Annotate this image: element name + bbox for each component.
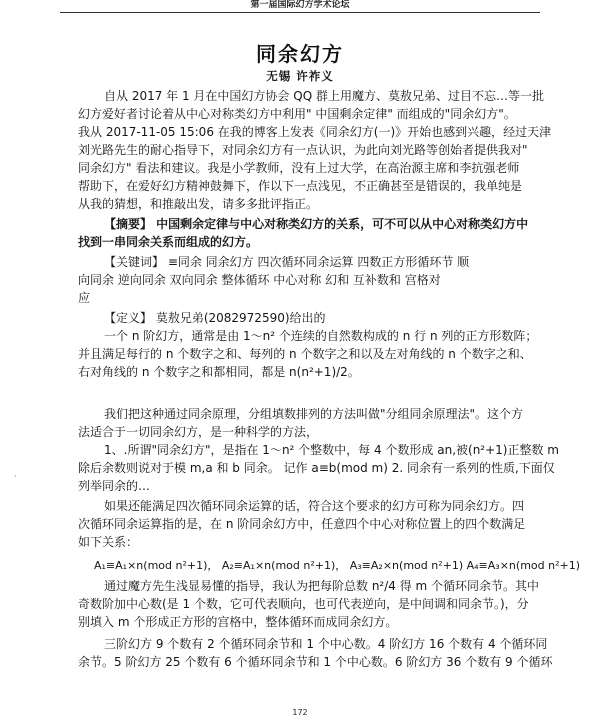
keywords-line: 【关键词】 ≡同余 同余幻方 四次循环同余运算 四数正方形循环节 顺 (104, 255, 470, 269)
text-line: 同余幻方" 看法和建议。我是小学教师，没有上过大学，在高治源主席和李抗强老师 (78, 161, 520, 175)
text-line: 次循环同余运算指的是，在 n 阶同余幻方中，任意四个中心对称位置上的四个数满足 (78, 517, 526, 531)
text-line: 幻方爱好者讨论着从中心对称类幻方中利用" 中国剩余定律" 而组成的"同余幻方"。 (78, 107, 516, 121)
text-line: 除后余数则说对于模 m,a 和 b 同余。 记作 a≡b(mod m) 2. 同余有一系列的性质,下面仅 (78, 461, 555, 475)
text-line: 如下关系： (78, 535, 139, 549)
text-line: 我们把这种通过同余原理，分组填数排列的方法叫做"分组同余原理法"。这个方 (104, 407, 524, 421)
text-line: 从我的猜想，和推敲出发，请多多批评指正。 (78, 197, 319, 211)
text-line: 并且满足每行的 n 个数字之和、每列的 n 个数字之和以及左对角线的 n 个数字之和、 (78, 347, 532, 361)
keywords-line: 应 (78, 291, 91, 305)
abstract-line: 找到一串同余关系而组成的幻方。 (78, 235, 259, 249)
text-line: 如果还能满足四次循环同余运算的话，符合这个要求的幻方可称为同余幻方。四 (104, 499, 525, 513)
margin-mark: · (14, 472, 17, 481)
text-line: 右对角线的 n 个数字之和都相同，都是 n(n²+1)/2。 (78, 365, 360, 379)
abstract-line: 【摘要】 中国剩余定律与中心对称类幻方的关系，可不可以从中心对称类幻方中 (104, 217, 529, 231)
text-line: 自从 2017 年 1 月在中国幻方协会 QQ 群上用魔方、莫敖兄弟、过目不忘…等一批 (104, 89, 544, 103)
definition-line: 【定义】 莫敖兄弟(2082972590)给出的 (104, 311, 326, 325)
running-header: 第一届国际幻方学术论坛 (60, 0, 540, 13)
keywords-line: 向同余 逆向同余 双向同余 整体循环 中心对称 幻和 互补数和 宫格对 (78, 273, 441, 287)
text-line: 刘光路先生的耐心指导下，对同余幻方有一点认识，为此向刘光路等创始者提供我对" (78, 143, 528, 157)
text-line: 一个 n 阶幻方，通常是由 1～n² 个连续的自然数构成的 n 行 n 列的正方形数阵； (104, 329, 538, 343)
text-line: 帮助下，在爱好幻方精神鼓舞下，作以下一点浅见，不正确甚至是错误的，我单纯是 (78, 179, 523, 193)
authors: 无锡 许祚义 (266, 69, 334, 83)
text-line: 别填入 m 个形成正方形的宫格中，整体循环而成同余幻方。 (78, 615, 398, 629)
text-line: 1、.所谓"同余幻方"，是指在 1～n² 个整数中，每 4 个数形成 an,被(n²+1)正整数 m (104, 443, 559, 457)
text-line: 三阶幻方 9 个数有 2 个循环同余节和 1 个中心数。4 阶幻方 16 个数有 4 个循环同 (104, 637, 548, 651)
text-line: 我从 2017-11-05 15:06 在我的博客上发表《同余幻方(一)》开始也感到兴趣，经过天津 (78, 125, 552, 139)
page-number: 172 (292, 708, 308, 717)
text-line: 通过魔方先生浅显易懂的指导，我认为把每阶总数 n²/4 得 m 个循环同余节。其中 (104, 579, 540, 593)
text-line: 法适合于一切同余幻方，是一种科学的方法， (78, 425, 319, 439)
page-title: 同余幻方 (256, 42, 344, 66)
text-line: 列举同余的… (78, 479, 151, 493)
formula-line: A₁≡A₁×n(mod n²+1)， A₂≡A₁×n(mod n²+1)， A₃≡A₂×n(mod n²+1) A₄≡A₃×n(mod n²+1) (94, 559, 581, 572)
text-line: 余节。5 阶幻方 25 个数有 6 个循环同余节和 1 个中心数。6 阶幻方 36 个数有 9 个循环 (78, 655, 553, 669)
text-line: 奇数阶加中心数(是 1 个数，它可代表顺向，也可代表逆向，是中间调和同余节。)，分 (78, 597, 529, 611)
